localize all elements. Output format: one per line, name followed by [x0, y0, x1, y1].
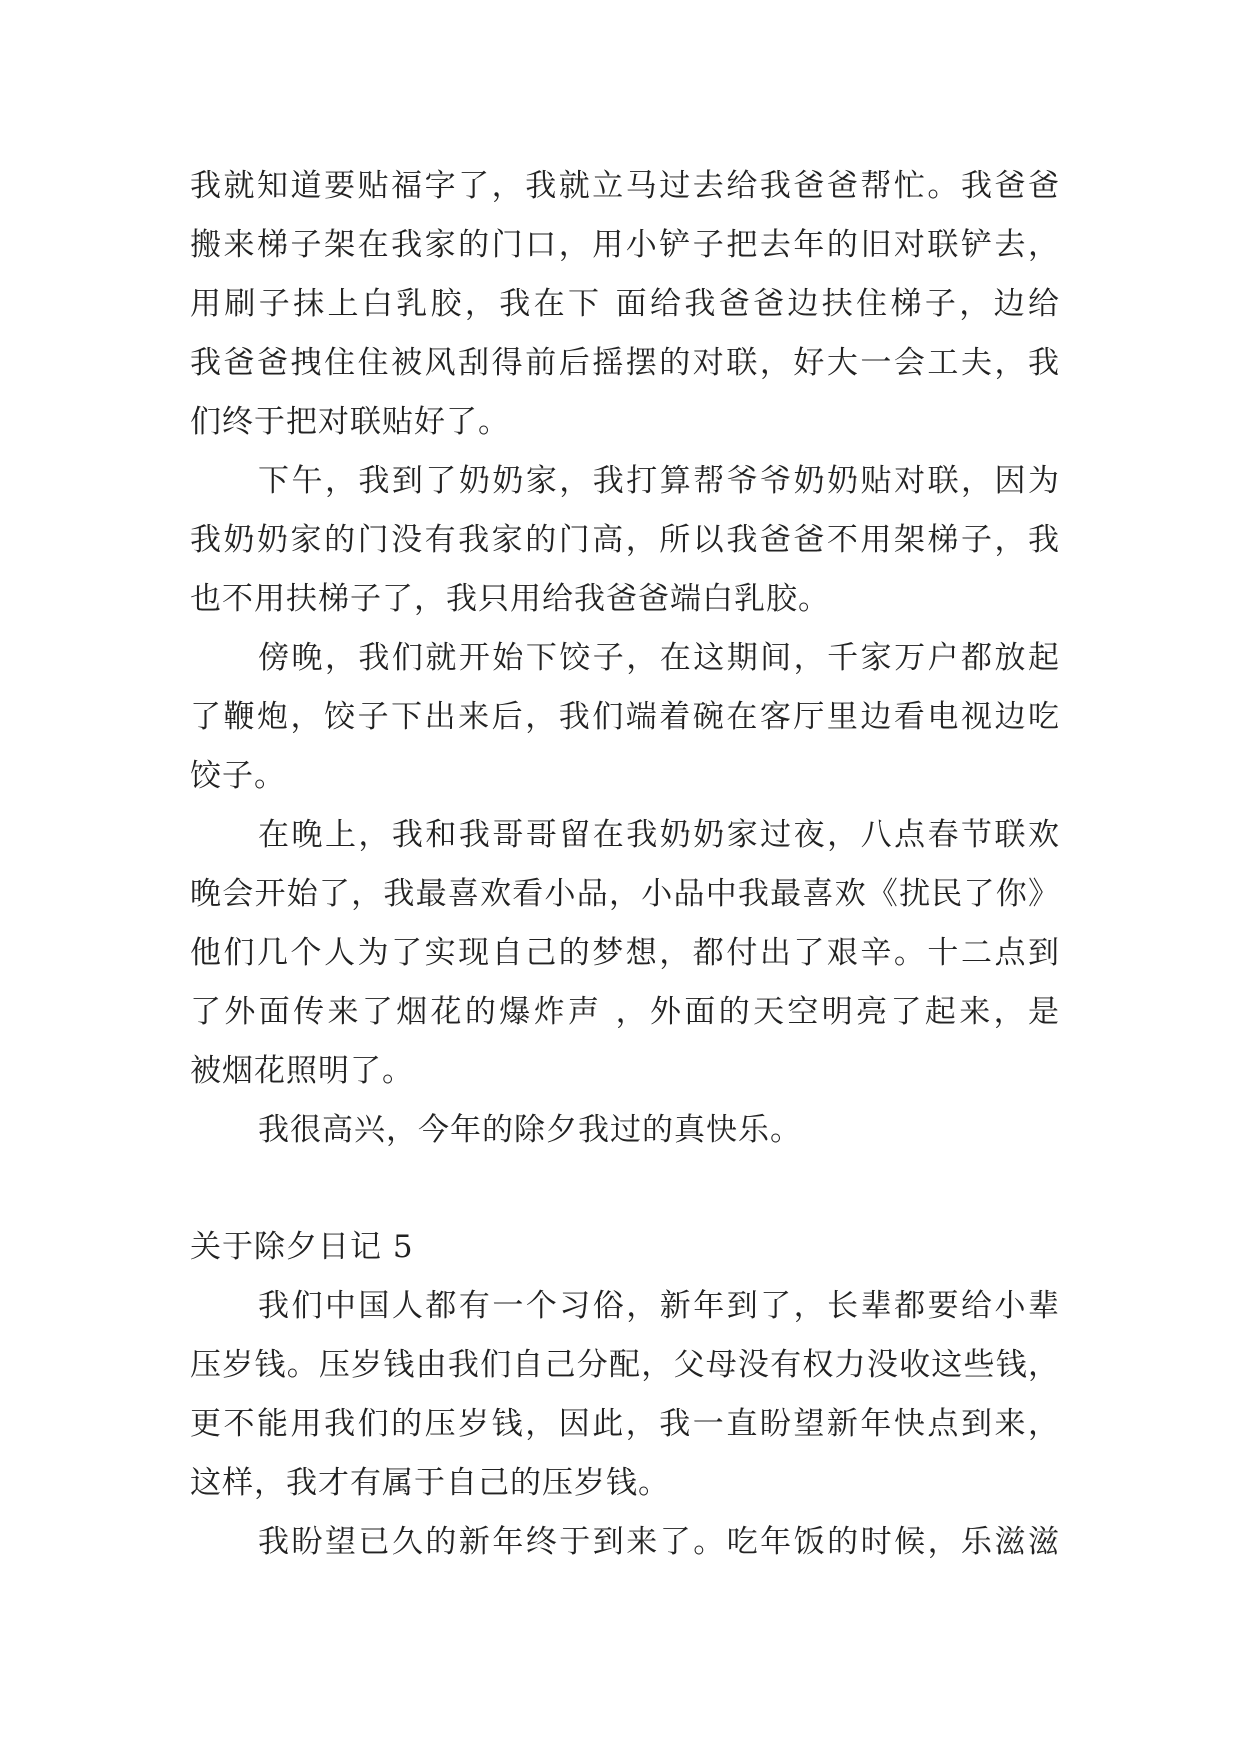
paragraph-first-line: 傍晚，我们就开始下饺子，在这期间，千家万户都放起 — [258, 640, 1060, 676]
text-line: 也不用扶梯子了，我只用给我爸爸端白乳胶。 — [190, 581, 830, 617]
text-line: 我奶奶家的门没有我家的门高，所以我爸爸不用架梯子，我 — [190, 522, 1060, 558]
paragraph-first-line: 我们中国人都有一个习俗，新年到了，长辈都要给小辈 — [258, 1288, 1060, 1324]
paragraph-first-line: 下午，我到了奶奶家，我打算帮爷爷奶奶贴对联，因为 — [258, 463, 1060, 499]
text-line: 饺子。 — [190, 758, 286, 794]
paragraph-first-line: 我很高兴，今年的除夕我过的真快乐。 — [258, 1112, 802, 1148]
text-line: 搬来梯子架在我家的门口，用小铲子把去年的旧对联铲去， — [190, 227, 1060, 263]
text-line: 我就知道要贴福字了，我就立马过去给我爸爸帮忙。我爸爸 — [190, 168, 1060, 204]
text-line: 我爸爸拽住住被风刮得前后摇摆的对联，好大一会工夫，我 — [190, 345, 1060, 381]
text-line: 这样，我才有属于自己的压岁钱。 — [190, 1465, 670, 1501]
text-line: 压岁钱。压岁钱由我们自己分配，父母没有权力没收这些钱， — [190, 1347, 1060, 1383]
text-line: 用刷子抹上白乳胶，我在下 面给我爸爸边扶住梯子，边给 — [190, 286, 1060, 322]
paragraph-first-line: 我盼望已久的新年终于到来了。吃年饭的时候，乐滋滋 — [258, 1524, 1060, 1560]
text-line: 了外面传来了烟花的爆炸声 ，外面的天空明亮了起来，是 — [190, 994, 1060, 1030]
section-heading: 关于除夕日记 5 — [190, 1229, 414, 1265]
text-line: 更不能用我们的压岁钱，因此，我一直盼望新年快点到来， — [190, 1406, 1060, 1442]
text-line: 被烟花照明了。 — [190, 1053, 414, 1089]
text-line: 了鞭炮，饺子下出来后，我们端着碗在客厅里边看电视边吃 — [190, 699, 1060, 735]
text-line: 晚会开始了，我最喜欢看小品，小品中我最喜欢《扰民了你》 — [190, 876, 1060, 912]
paragraph-first-line: 在晚上，我和我哥哥留在我奶奶家过夜，八点春节联欢 — [258, 817, 1060, 853]
text-line: 他们几个人为了实现自己的梦想，都付出了艰辛。十二点到 — [190, 935, 1060, 971]
text-line: 们终于把对联贴好了。 — [190, 404, 510, 440]
